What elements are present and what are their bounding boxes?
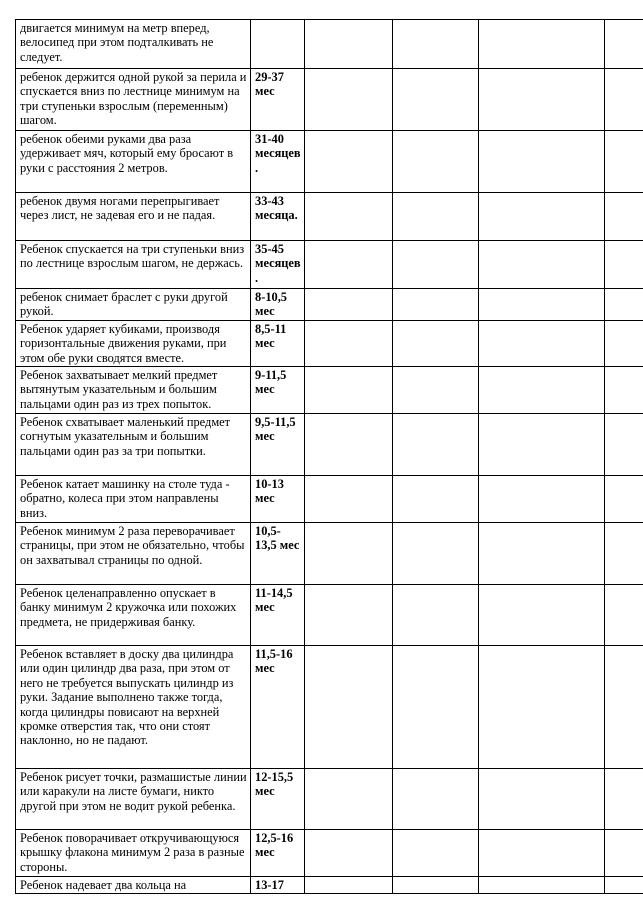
empty-cell xyxy=(479,585,605,646)
empty-cell xyxy=(605,523,643,585)
empty-cell xyxy=(605,193,643,241)
age-range: 10,5-13,5 мес xyxy=(251,523,305,585)
empty-cell xyxy=(605,289,643,321)
empty-cell xyxy=(305,769,393,830)
empty-cell xyxy=(605,414,643,476)
empty-cell xyxy=(393,830,479,877)
empty-cell xyxy=(605,476,643,523)
age-range: 11-14,5 мес xyxy=(251,585,305,646)
milestone-description: ребенок держится одной рукой за перила и спускается вниз по лестнице минимум на три ступеньки взрослым (переменным) шагом. xyxy=(16,69,251,131)
table-row xyxy=(16,241,643,289)
empty-cell xyxy=(305,476,393,523)
milestone-description: Ребенок надевает два кольца на xyxy=(16,877,251,894)
milestone-description: Ребенок ударяет кубиками, производя горизонтальные движения руками, при этом обе руки сводятся вместе. xyxy=(16,321,251,367)
empty-cell xyxy=(393,585,479,646)
empty-cell xyxy=(605,131,643,193)
empty-cell xyxy=(393,69,479,131)
empty-cell xyxy=(393,367,479,414)
milestone-description: ребенок двумя ногами перепрыгивает через лист, не задевая его и не падая. xyxy=(16,193,251,241)
table-row xyxy=(16,367,643,414)
empty-cell xyxy=(479,321,605,367)
age-range: 9,5-11,5 мес xyxy=(251,414,305,476)
age-range: 8,5-11 мес xyxy=(251,321,305,367)
empty-cell xyxy=(305,646,393,769)
empty-cell xyxy=(305,20,393,69)
empty-cell xyxy=(605,646,643,769)
empty-cell xyxy=(479,769,605,830)
age-range: 8-10,5 мес xyxy=(251,289,305,321)
empty-cell xyxy=(305,367,393,414)
table-row xyxy=(16,69,643,131)
empty-cell xyxy=(393,769,479,830)
milestone-description: Ребенок схватывает маленький предмет согнутым указательным и большим пальцами один раз за три попытки. xyxy=(16,414,251,476)
table-row xyxy=(16,131,643,193)
empty-cell xyxy=(479,20,605,69)
empty-cell xyxy=(479,193,605,241)
empty-cell xyxy=(393,20,479,69)
empty-cell xyxy=(605,830,643,877)
empty-cell xyxy=(393,414,479,476)
empty-cell xyxy=(605,585,643,646)
empty-cell xyxy=(479,69,605,131)
milestone-description: двигается минимум на метр вперед, велосипед при этом подталкивать не следует. xyxy=(16,20,251,69)
age-range: 33-43 месяца. xyxy=(251,193,305,241)
milestone-description: Ребенок захватывает мелкий предмет вытянутым указательным и большим пальцами один раз из трех попыток. xyxy=(16,367,251,414)
empty-cell xyxy=(393,646,479,769)
empty-cell xyxy=(305,289,393,321)
age-range: 35-45 месяцев. xyxy=(251,241,305,289)
milestone-description: Ребенок минимум 2 раза переворачивает страницы, при этом не обязательно, чтобы он захватывал страницы по одной. xyxy=(16,523,251,585)
milestone-description: Ребенок рисует точки, размашистые линии или каракули на листе бумаги, никто другой при этом не водит рукой ребенка. xyxy=(16,769,251,830)
empty-cell xyxy=(605,321,643,367)
empty-cell xyxy=(479,367,605,414)
empty-cell xyxy=(605,241,643,289)
empty-cell xyxy=(479,830,605,877)
empty-cell xyxy=(605,20,643,69)
empty-cell xyxy=(479,877,605,894)
table-row xyxy=(16,769,643,830)
milestone-description: Ребенок вставляет в доску два цилиндра или один цилиндр два раза, при этом от него не требуется выпускать цилиндр из руки. Задание выполнено также тогда, когда цилиндры повисают на верхней кромке отверстия так, что они стоят наклонно, но не падают. xyxy=(16,646,251,769)
empty-cell xyxy=(393,131,479,193)
empty-cell xyxy=(305,414,393,476)
empty-cell xyxy=(305,585,393,646)
empty-cell xyxy=(605,769,643,830)
empty-cell xyxy=(479,289,605,321)
milestone-description: Ребенок катает машинку на столе туда - обратно, колеса при этом направлены вниз. xyxy=(16,476,251,523)
age-range: 13-17 xyxy=(251,877,305,894)
empty-cell xyxy=(605,877,643,894)
empty-cell xyxy=(393,476,479,523)
empty-cell xyxy=(305,131,393,193)
age-range: 12,5-16 мес xyxy=(251,830,305,877)
empty-cell xyxy=(393,289,479,321)
empty-cell xyxy=(479,646,605,769)
milestone-description: Ребенок целенаправленно опускает в банку минимум 2 кружочка или похожих предмета, не придерживая банку. xyxy=(16,585,251,646)
age-range: 12-15,5 мес xyxy=(251,769,305,830)
empty-cell xyxy=(479,476,605,523)
table-row xyxy=(16,414,643,476)
age-range: 11,5-16 мес xyxy=(251,646,305,769)
table-row xyxy=(16,20,643,69)
milestone-description: ребенок обеими руками два раза удерживает мяч, который ему бросают в руки с расстояния 2 метров. xyxy=(16,131,251,193)
table-row xyxy=(16,193,643,241)
empty-cell xyxy=(393,523,479,585)
age-range: 9-11,5 мес xyxy=(251,367,305,414)
table-row xyxy=(16,289,643,321)
empty-cell xyxy=(305,193,393,241)
table-row xyxy=(16,585,643,646)
milestone-description: Ребенок поворачивает откручивающуюся крышку флакона минимум 2 раза в разные стороны. xyxy=(16,830,251,877)
age-range: 31-40 месяцев. xyxy=(251,131,305,193)
empty-cell xyxy=(393,193,479,241)
milestone-description: Ребенок спускается на три ступеньки вниз по лестнице взрослым шагом, не держась. xyxy=(16,241,251,289)
empty-cell xyxy=(479,523,605,585)
age-range: 10-13 мес xyxy=(251,476,305,523)
empty-cell xyxy=(479,241,605,289)
empty-cell xyxy=(605,69,643,131)
empty-cell xyxy=(479,414,605,476)
empty-cell xyxy=(393,241,479,289)
empty-cell xyxy=(605,367,643,414)
development-milestones-table xyxy=(15,19,643,894)
empty-cell xyxy=(393,877,479,894)
age-range xyxy=(251,20,305,69)
empty-cell xyxy=(305,877,393,894)
empty-cell xyxy=(305,69,393,131)
empty-cell xyxy=(305,523,393,585)
table-row xyxy=(16,877,643,894)
table-row xyxy=(16,646,643,769)
table-row xyxy=(16,523,643,585)
empty-cell xyxy=(305,241,393,289)
empty-cell xyxy=(305,321,393,367)
milestone-description: ребенок снимает браслет с руки другой рукой. xyxy=(16,289,251,321)
empty-cell xyxy=(393,321,479,367)
empty-cell xyxy=(479,131,605,193)
empty-cell xyxy=(305,830,393,877)
table-row xyxy=(16,830,643,877)
age-range: 29-37 мес xyxy=(251,69,305,131)
table-row xyxy=(16,476,643,523)
table-row xyxy=(16,321,643,367)
